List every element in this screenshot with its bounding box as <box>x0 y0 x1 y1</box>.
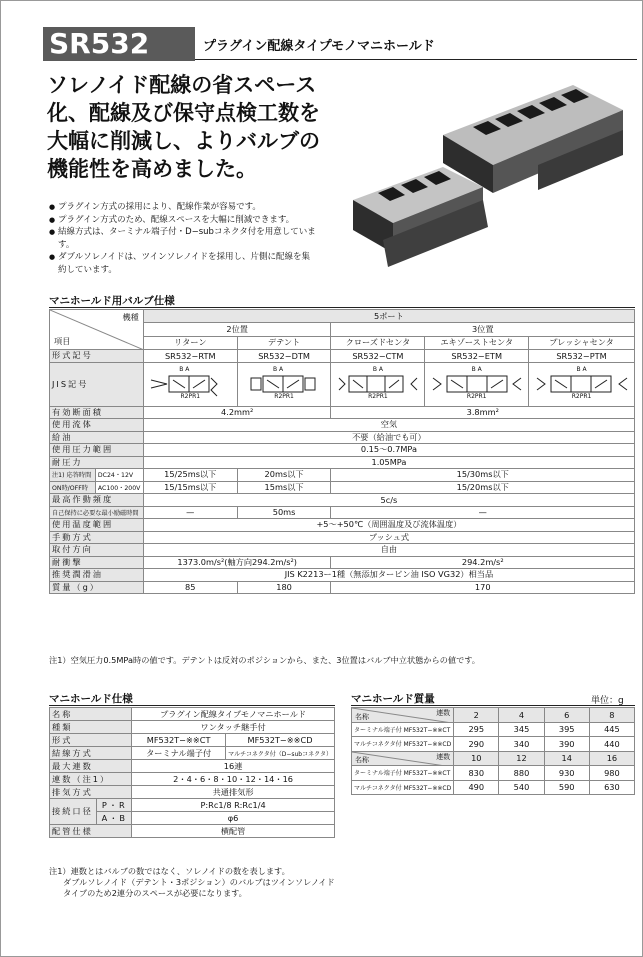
manifold-spec-table <box>49 707 335 838</box>
type-return: リターン <box>143 336 237 349</box>
jis-r2pr1: R2PR1 <box>180 393 201 400</box>
mf-ab: φ6 <box>132 812 335 825</box>
model-cell: SR532−RTM <box>143 350 237 363</box>
mf-label-pr: P・R <box>97 799 132 812</box>
mf-label-kind: 種類 <box>50 721 132 734</box>
model-badge: SR532 <box>43 27 195 61</box>
feature-item: ● 結線方式は、ターミナル端子付・D−subコネクタ付を用意しています。 <box>49 226 317 251</box>
row-label-resp1: 注1) 応答時間 <box>50 469 96 482</box>
resp-dc-cell: 20ms以下 <box>237 469 331 482</box>
manifold-large <box>443 85 623 193</box>
resp-ac-cell: 15ms以下 <box>237 481 331 494</box>
corner-header <box>50 310 144 350</box>
feature-item: ● プラグイン方式の採用により、配線作業が容易です。 <box>49 201 317 214</box>
port-header: 5ポート <box>143 310 634 323</box>
page-title: プラグイン配線タイプモノマニホールド <box>203 39 435 54</box>
headline: ソレノイド配線の省スペース化、配線及び保守点検工数を大幅に削減し、よりバルブの機能性を高めました。 <box>47 73 320 181</box>
station-cell: 4 <box>499 708 544 723</box>
shock-3pos: 294.2m/s² <box>331 556 635 569</box>
mount-value: 自由 <box>143 544 634 557</box>
mf-wiring-cd: マルチコネクタ付（D−subコネクタ） <box>226 747 335 760</box>
mf-max: 16連 <box>132 760 335 773</box>
weight-cell: 390 <box>544 737 589 752</box>
type-closed: クローズドセンタ <box>331 336 425 349</box>
station-cell: 16 <box>589 751 634 766</box>
jis-ba: B A <box>576 366 587 373</box>
station-cell: 14 <box>544 751 589 766</box>
weight-table <box>351 707 635 795</box>
row-label-self: 自己保持に必要な最小励磁時間 <box>50 506 144 519</box>
weight-title: マニホールド質量 <box>351 693 435 705</box>
kind-label: 機種 <box>122 312 139 322</box>
jis-r2pr1: R2PR1 <box>571 393 592 400</box>
weight-cell: 830 <box>454 766 499 781</box>
mf-exhaust: 共通排気形 <box>132 786 335 799</box>
type-pressure: プレッシャセンタ <box>529 336 635 349</box>
weight-cell: 290 <box>454 737 499 752</box>
mf-piping: 横配管 <box>132 825 335 838</box>
model-cell: SR532−ETM <box>425 350 529 363</box>
resp-ac-cell: 15/20ms以下 <box>331 481 635 494</box>
weight-corner <box>352 751 454 766</box>
station-cell: 12 <box>499 751 544 766</box>
jis-r2pr1: R2PR1 <box>274 393 294 400</box>
feature-list <box>49 201 317 277</box>
dc-label: DC24・12V <box>95 469 143 482</box>
weight-rule <box>351 705 635 706</box>
resp-dc-cell: 15/30ms以下 <box>331 469 635 482</box>
jis-r2pr1: R2PR1 <box>368 393 388 400</box>
weight-cell: 930 <box>544 766 589 781</box>
mf-label-ab: A・B <box>97 812 132 825</box>
manifold-note-2: ダブルソレノイド（デテント・3ポジション）のバルブはツインソレノイドタイプのため2連分のスペースが必要になります。 <box>63 877 335 898</box>
weight-name-label: 名称 <box>355 756 369 764</box>
row-label-proof: 耐圧力 <box>50 456 144 469</box>
row-label-shock: 耐衝撃 <box>50 556 144 569</box>
row-label-freq: 最高作動頻度 <box>50 494 144 507</box>
valve-note: 注1）空気圧力0.5MPa時の値です。デテントは反対のポジションから、また、3位置はバルブ中立状態からの値です。 <box>49 655 480 665</box>
area-3pos: 3.8mm² <box>331 406 635 419</box>
station-cell: 6 <box>544 708 589 723</box>
station-cell: 10 <box>454 751 499 766</box>
row-label-resp2: ON時/OFF時 <box>50 481 96 494</box>
weight-cell: 395 <box>544 722 589 737</box>
mf-pr: P:Rc1/8 R:Rc1/4 <box>132 799 335 812</box>
type-detent: デテント <box>237 336 331 349</box>
weight-cell: 980 <box>589 766 634 781</box>
manifold-spec-rule <box>49 705 335 706</box>
press-value: 0.15〜0.7MPa <box>143 444 634 457</box>
weight-row-ct: ターミナル端子付 MF532T−※※CT <box>352 766 454 781</box>
jis-symbol-cell <box>331 362 425 406</box>
header-rule <box>195 59 637 60</box>
product-photo <box>323 75 639 291</box>
weight-station-label: 連数 <box>436 709 451 717</box>
manifold-small <box>353 167 488 267</box>
weight-cell: 345 <box>499 722 544 737</box>
jis-ba: B A <box>179 366 190 373</box>
manifold-note-1: 注1）連数とはバルブの数ではなく、ソレノイドの数を表します。 <box>49 866 290 876</box>
weight-name-label: 名称 <box>355 712 369 721</box>
weight-row-ct: ターミナル端子付 MF532T−※※CT <box>352 722 454 737</box>
mf-wiring-ct: ターミナル端子付 <box>132 747 226 760</box>
row-label-fluid: 使用流体 <box>50 419 144 432</box>
mass-cell: 180 <box>237 581 331 594</box>
jis-ba: B A <box>273 366 284 373</box>
shock-2pos: 1373.0m/s²(軸方向294.2m/s²) <box>143 556 331 569</box>
mass-cell: 85 <box>143 581 237 594</box>
area-2pos: 4.2mm² <box>143 406 331 419</box>
mf-label-model: 形式 <box>50 734 132 747</box>
pos3-header: 3位置 <box>331 323 635 336</box>
type-exhaust: エキゾーストセンタ <box>425 336 529 349</box>
self-cell: — <box>143 506 237 519</box>
manifold-spec-title: マニホールド仕様 <box>49 693 133 705</box>
weight-cell: 630 <box>589 780 634 795</box>
row-label-model: 形式記号 <box>50 350 144 363</box>
freq-value: 5c/s <box>143 494 634 507</box>
lub-value: 不要（給油でも可） <box>143 431 634 444</box>
weight-corner <box>352 708 454 723</box>
row-label-mount: 取付方向 <box>50 544 144 557</box>
item-label: 項目 <box>54 336 71 346</box>
ac-label: AC100・200V <box>95 481 143 494</box>
self-cell: 50ms <box>237 506 331 519</box>
row-label-area: 有効断面積 <box>50 406 144 419</box>
mf-name: プラグイン配線タイプモノマニホールド <box>132 708 335 721</box>
jis-symbol-cell <box>529 362 635 406</box>
jis-symbol-cell <box>143 362 237 406</box>
weight-cell: 440 <box>589 737 634 752</box>
temp-value: +5〜+50℃（周囲温度及び流体温度） <box>143 519 634 532</box>
mf-label-stations: 連数（注1） <box>50 773 132 786</box>
jis-r2pr1: R2PR1 <box>466 393 487 400</box>
mf-stations: 2・4・6・8・10・12・14・16 <box>132 773 335 786</box>
resp-ac-cell: 15/15ms以下 <box>143 481 237 494</box>
mf-kind: ワンタッチ継手付 <box>132 721 335 734</box>
row-label-jis: JIS記号 <box>50 362 144 406</box>
feature-item: ● プラグイン方式のため、配線スペースを大幅に削減できます。 <box>49 214 317 227</box>
weight-cell: 880 <box>499 766 544 781</box>
mf-model-ct: MF532T−※※CT <box>132 734 226 747</box>
jis-symbol-cell <box>425 362 529 406</box>
mf-model-cd: MF532T−※※CD <box>226 734 335 747</box>
weight-cell: 295 <box>454 722 499 737</box>
row-label-lub: 給油 <box>50 431 144 444</box>
weight-row-cd: マルチコネクタ付 MF532T−※※CD <box>352 780 454 795</box>
jis-ba: B A <box>471 366 482 373</box>
weight-unit: 単位：g <box>591 696 624 706</box>
weight-cell: 445 <box>589 722 634 737</box>
oil-value: JIS K2213ー1種（無添加タービン油 ISO VG32）相当品 <box>143 569 634 582</box>
mass-cell: 170 <box>331 581 635 594</box>
mf-label-piping: 配管仕様 <box>50 825 132 838</box>
mf-label-name: 名称 <box>50 708 132 721</box>
row-label-press: 使用圧力範囲 <box>50 444 144 457</box>
row-label-manual: 手動方式 <box>50 531 144 544</box>
row-label-mass: 質量（g） <box>50 581 144 594</box>
model-cell: SR532−CTM <box>331 350 425 363</box>
proof-value: 1.05MPa <box>143 456 634 469</box>
mf-label-wiring: 結線方式 <box>50 747 132 760</box>
row-label-temp: 使用温度範囲 <box>50 519 144 532</box>
resp-dc-cell: 15/25ms以下 <box>143 469 237 482</box>
pos2-header: 2位置 <box>143 323 331 336</box>
valve-spec-table <box>49 309 635 594</box>
fluid-value: 空気 <box>143 419 634 432</box>
weight-cell: 590 <box>544 780 589 795</box>
mf-label-exhaust: 排気方式 <box>50 786 132 799</box>
header <box>43 27 637 61</box>
mf-label-max: 最大連数 <box>50 760 132 773</box>
weight-cell: 540 <box>499 780 544 795</box>
model-cell: SR532−DTM <box>237 350 331 363</box>
station-cell: 8 <box>589 708 634 723</box>
mf-label-port: 接続口径 <box>50 799 97 825</box>
weight-cell: 340 <box>499 737 544 752</box>
manual-value: プッシュ式 <box>143 531 634 544</box>
weight-cell: 490 <box>454 780 499 795</box>
weight-row-cd: マルチコネクタ付 MF532T−※※CD <box>352 737 454 752</box>
valve-spec-title: マニホールド用バルブ仕様 <box>49 295 175 307</box>
valve-spec-rule <box>49 307 635 308</box>
row-label-oil: 推奨潤滑油 <box>50 569 144 582</box>
model-cell: SR532−PTM <box>529 350 635 363</box>
jis-symbol-cell <box>237 362 331 406</box>
self-cell: — <box>331 506 635 519</box>
jis-ba: B A <box>372 366 383 373</box>
station-cell: 2 <box>454 708 499 723</box>
weight-station-label: 連数 <box>436 752 451 761</box>
feature-item: ● ダブルソレノイドは、ツインソレノイドを採用し、片側に配線を集約しています。 <box>49 251 317 276</box>
